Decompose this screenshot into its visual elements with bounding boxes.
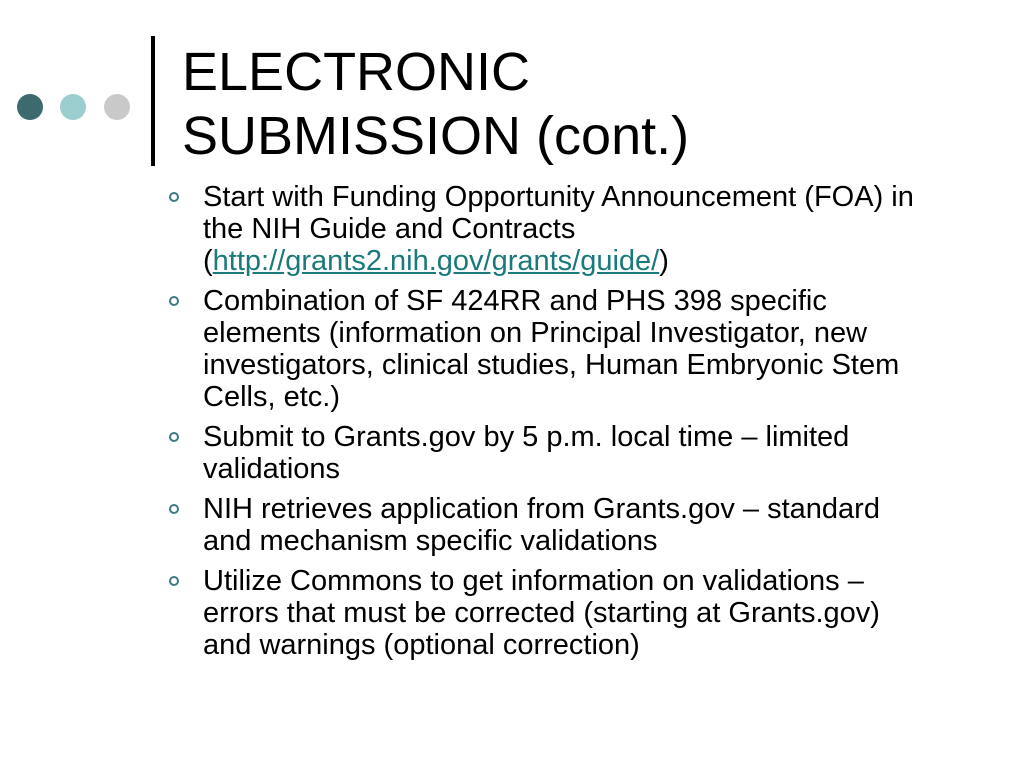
bullet-ring-icon xyxy=(169,576,179,586)
decorative-dot-gray xyxy=(104,94,130,120)
bullet-item xyxy=(168,565,928,661)
bullet-text: Utilize Commons to get information on validations – errors that must be corrected (starting at Grants.gov) and warnings (optional correction) xyxy=(203,565,880,661)
title-line-1: ELECTRONIC xyxy=(182,42,531,102)
bullet-item xyxy=(168,421,928,485)
bullet-text-suffix: ) xyxy=(659,245,669,277)
title-divider xyxy=(151,36,155,166)
bullet-ring-icon xyxy=(169,192,179,202)
decorative-dot-dark xyxy=(17,94,43,120)
decorative-dot-light xyxy=(60,94,86,120)
title-line-2: SUBMISSION (cont.) xyxy=(182,106,690,166)
bullet-ring-icon xyxy=(169,504,179,514)
bullet-item xyxy=(168,181,928,277)
nih-guide-link[interactable]: http://grants2.nih.gov/grants/guide/ xyxy=(212,245,660,277)
slide-title xyxy=(182,40,982,168)
bullet-item xyxy=(168,493,928,557)
bullet-ring-icon xyxy=(169,432,179,442)
bullet-text: Submit to Grants.gov by 5 p.m. local time – limited validations xyxy=(203,421,850,485)
bullet-list xyxy=(168,181,928,669)
bullet-text: Combination of SF 424RR and PHS 398 specific elements (information on Principal Investigator, new investigators, clinical studies, Human Embryonic Stem Cells, etc.) xyxy=(203,285,900,413)
bullet-text: Start with Funding Opportunity Announcement (FOA) in the NIH Guide and Contracts ( xyxy=(203,181,914,277)
bullet-text: NIH retrieves application from Grants.gov – standard and mechanism specific validations xyxy=(203,493,880,557)
bullet-item xyxy=(168,285,928,413)
bullet-ring-icon xyxy=(169,296,179,306)
